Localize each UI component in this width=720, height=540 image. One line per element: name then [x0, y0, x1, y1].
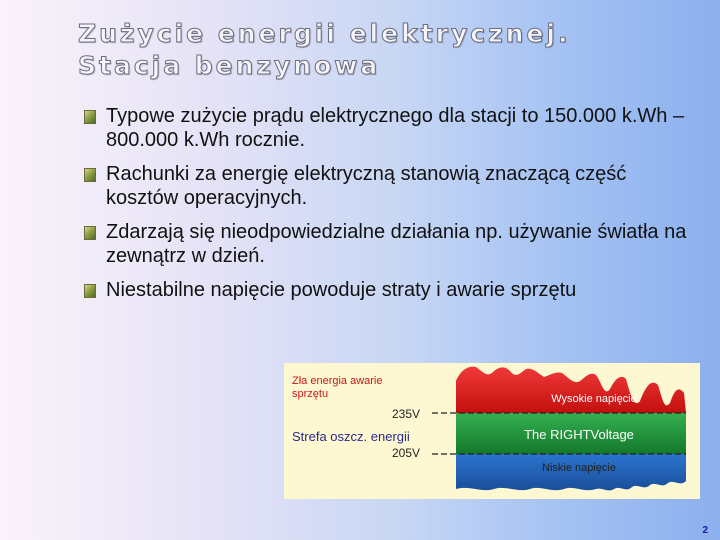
bullet-text: Typowe zużycie prądu elektrycznego dla stacji to 150.000 k.Wh – 800.000 k.Wh rocznie. [106, 105, 685, 151]
bullet-icon [84, 284, 96, 298]
low-voltage-label: Niskie napięcie [542, 462, 616, 474]
page-number: 2 [702, 525, 708, 536]
bullet-icon [84, 110, 96, 124]
bullet-icon [84, 168, 96, 182]
bullet-item [84, 220, 704, 268]
bullet-text: Zdarzają się nieodpowiedzialne działania np. używanie światła na zewnątrz w dzień. [106, 221, 687, 267]
bullet-list [84, 104, 704, 312]
bullet-item [84, 278, 704, 302]
bullet-icon [84, 226, 96, 240]
high-voltage-area [456, 367, 686, 413]
bad-energy-label: Zła energia awarie sprzętu [292, 375, 383, 400]
right-voltage-label: The RIGHTVoltage [524, 427, 634, 442]
saving-zone-label: Strefa oszcz. energii [292, 429, 410, 444]
voltage-205-label: 205V [392, 446, 421, 460]
slide-title: Zużycie energii elektrycznej. Stacja benzynowa [78, 19, 571, 80]
bullet-item [84, 104, 704, 152]
voltage-235-label: 235V [392, 407, 421, 421]
bullet-text: Niestabilne napięcie powoduje straty i awarie sprzętu [106, 279, 577, 301]
bullet-text: Rachunki za energię elektryczną stanowią znaczącą część kosztów operacyjnych. [106, 163, 627, 209]
bullet-item [84, 162, 704, 210]
high-voltage-label: Wysokie napięcie [551, 393, 637, 405]
voltage-diagram [284, 363, 700, 499]
